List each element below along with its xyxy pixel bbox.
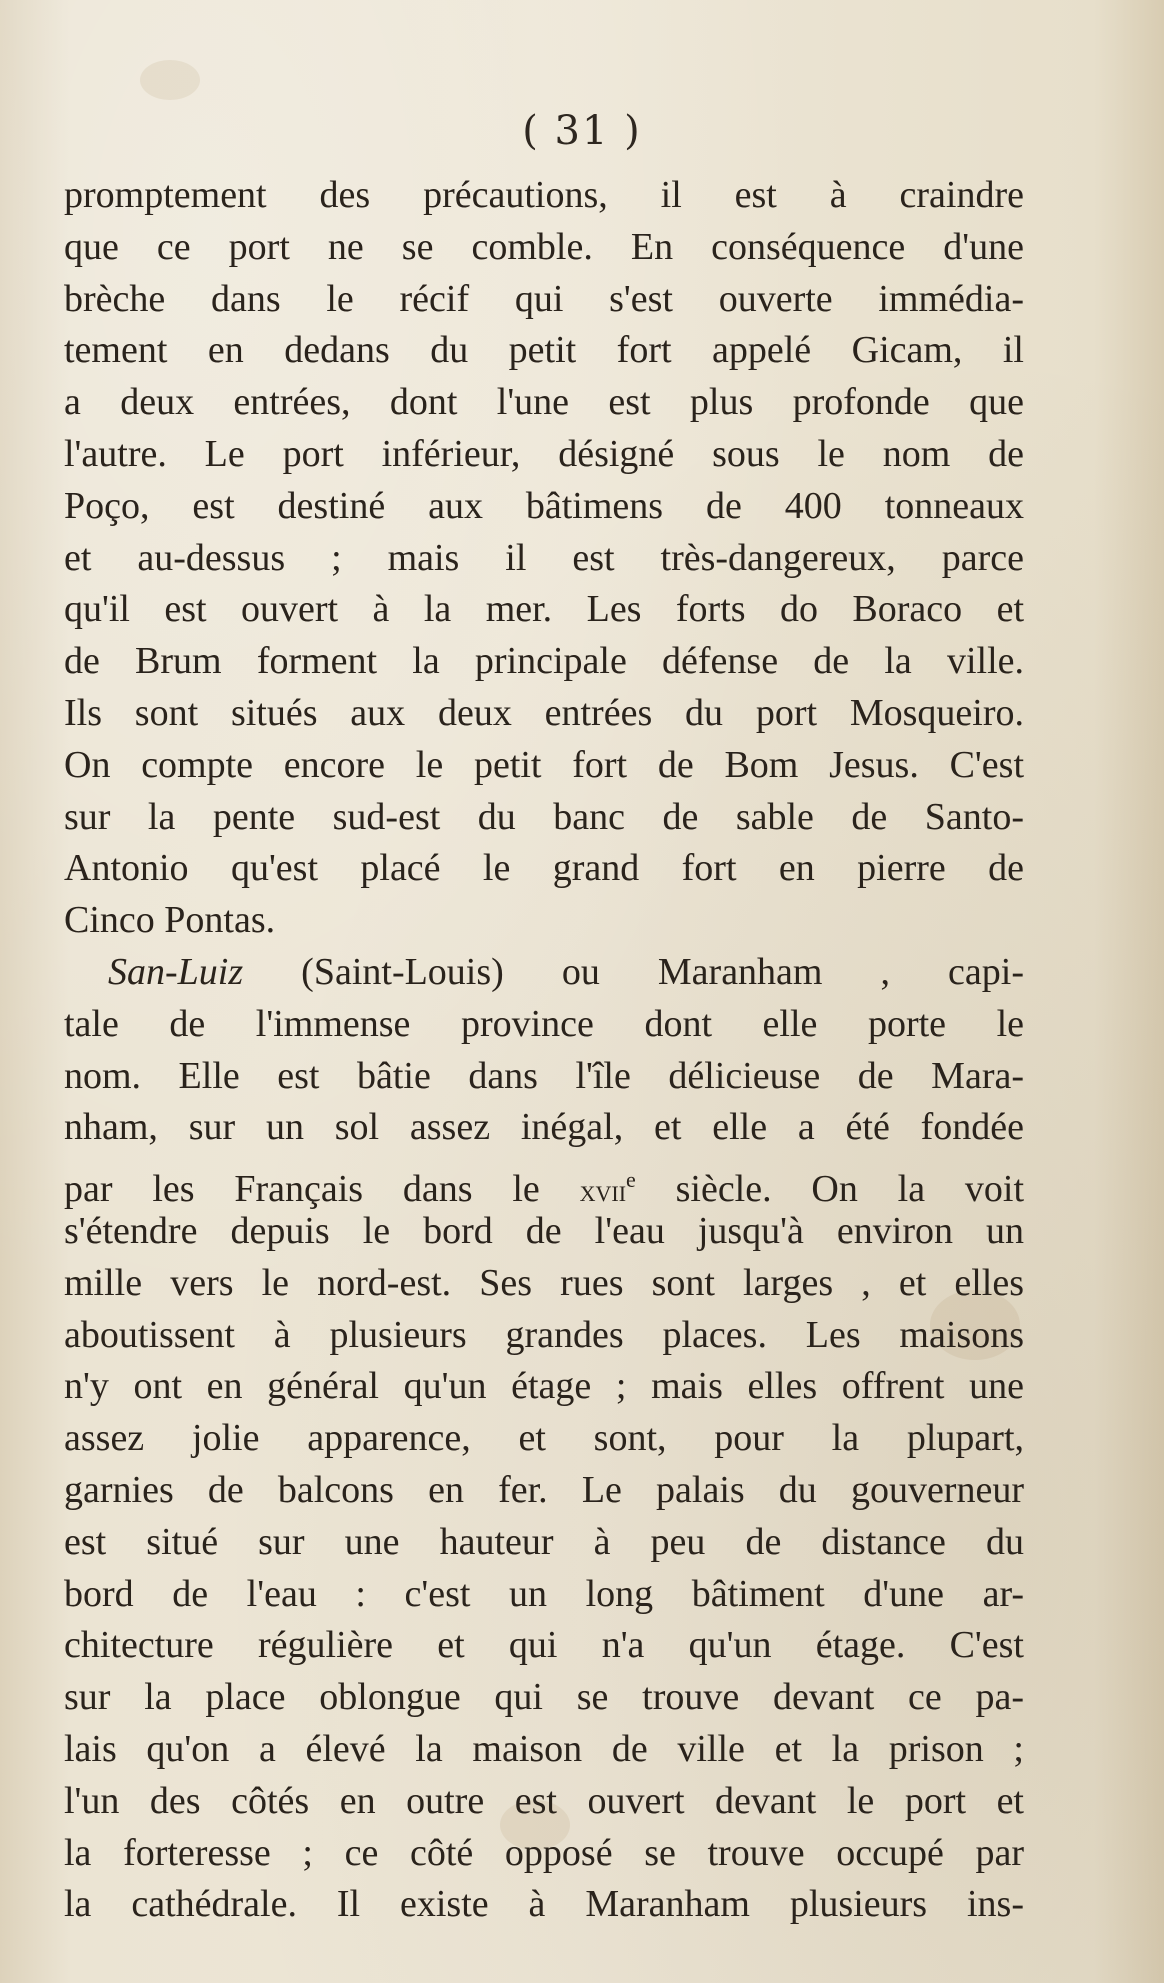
text-line: n'y ont en général qu'un étage ; mais elles offrent une: [64, 1365, 1024, 1408]
text-line: bord de l'eau : c'est un long bâtiment d'une ar-: [64, 1572, 1024, 1615]
text-line: tement en dedans du petit fort appelé Gicam, il: [64, 329, 1024, 372]
text-line: sur la place oblongue qui se trouve devant ce pa-: [64, 1676, 1024, 1719]
text-line: Ils sont situés aux deux entrées du port Mosqueiro.: [64, 691, 1024, 734]
body-text: [64, 170, 1024, 1931]
text-line: Poço, est destiné aux bâtimens de 400 tonneaux: [64, 484, 1024, 527]
text-line: par les Français dans le xvii$^e$ siècle. On la voit: [64, 1167, 1025, 1211]
text-line: et au-dessus ; mais il est très-dangereux, parce: [64, 536, 1024, 579]
text-line: de Brum forment la principale défense de la ville.: [64, 640, 1024, 683]
superscript: e: [626, 1167, 636, 1193]
italic-place-name: San-Luiz: [108, 950, 244, 993]
text-line: s'étendre depuis le bord de l'eau jusqu'à environ un: [64, 1209, 1024, 1252]
text-line: l'un des côtés en outre est ouvert devant le port et: [64, 1779, 1024, 1822]
text-line: que ce port ne se comble. En conséquence d'une: [64, 225, 1024, 268]
text-line: qu'il est ouvert à la mer. Les forts do Boraco et: [64, 588, 1024, 631]
text-line: est situé sur une hauteur à peu de distance du: [64, 1520, 1024, 1563]
text-line: la forteresse ; ce côté opposé se trouve occupé par: [64, 1831, 1024, 1874]
text-line: chitecture régulière et qui n'a qu'un étage. C'est: [64, 1624, 1024, 1667]
text-line: San-Luiz (Saint-Louis) ou Maranham , capi-: [108, 950, 1024, 993]
paper-stain: [140, 60, 200, 100]
text-line: garnies de balcons en fer. Le palais du gouverneur: [64, 1468, 1024, 1511]
text-line: brèche dans le récif qui s'est ouverte immédia-: [64, 277, 1024, 320]
text-line: nham, sur un sol assez inégal, et elle a été fondée: [64, 1106, 1024, 1149]
text-line: a deux entrées, dont l'une est plus profonde que: [64, 381, 1024, 424]
text-line: lais qu'on a élevé la maison de ville et la prison ;: [64, 1727, 1024, 1770]
text-line: l'autre. Le port inférieur, désigné sous le nom de: [64, 432, 1024, 475]
text-line: Antonio qu'est placé le grand fort en pierre de: [64, 847, 1024, 890]
text-line: assez jolie apparence, et sont, pour la plupart,: [64, 1417, 1024, 1460]
text-line: aboutissent à plusieurs grandes places. Les maisons: [64, 1313, 1024, 1356]
century-numeral: xvii: [579, 1172, 627, 1209]
page-number: ( 31 ): [522, 108, 642, 154]
text-line: la cathédrale. Il existe à Maranham plusieurs ins-: [64, 1883, 1024, 1926]
text-line: Cinco Pontas.: [64, 899, 276, 942]
text-line: nom. Elle est bâtie dans l'île délicieuse de Mara-: [64, 1054, 1024, 1097]
text-line: tale de l'immense province dont elle porte le: [64, 1002, 1024, 1045]
text-line: On compte encore le petit fort de Bom Jesus. C'est: [64, 743, 1024, 786]
text-line: mille vers le nord-est. Ses rues sont larges , et elles: [64, 1261, 1024, 1304]
text-line: promptement des précautions, il est à craindre: [64, 174, 1024, 216]
text-line: sur la pente sud-est du banc de sable de Santo-: [64, 795, 1024, 838]
